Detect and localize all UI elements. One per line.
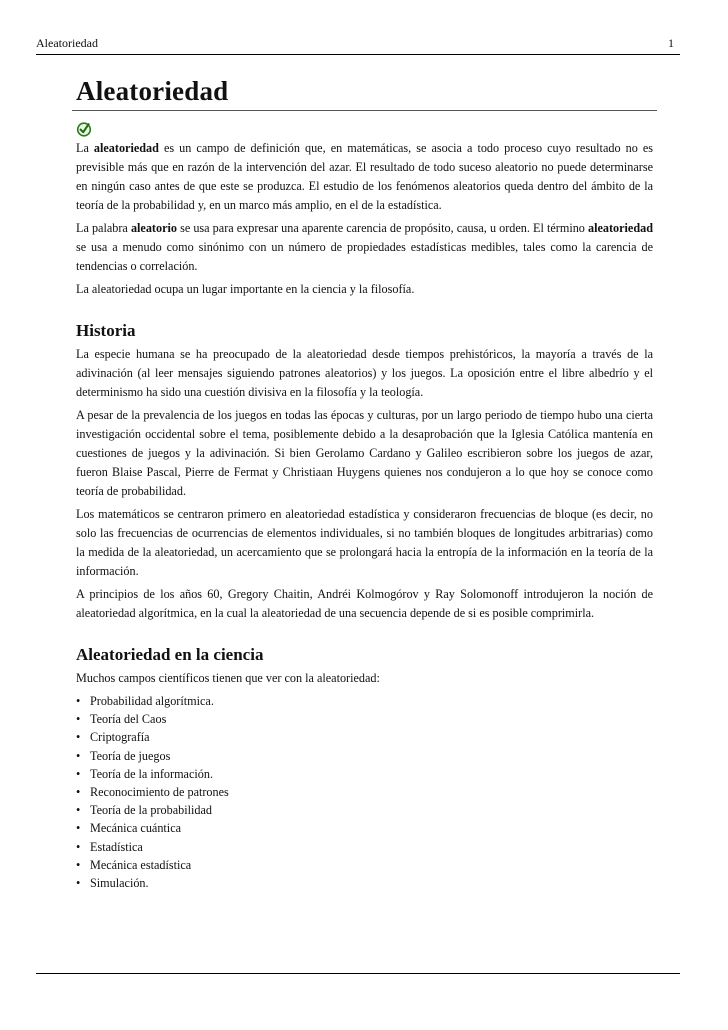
list-item-text: Teoría de juegos — [90, 748, 171, 763]
list-item — [76, 710, 653, 728]
list-item — [76, 874, 653, 892]
footer-rule — [36, 973, 680, 974]
list-item — [76, 838, 653, 856]
page-number: 1 — [668, 36, 674, 50]
bullet-marker: • — [76, 803, 81, 818]
science-intro: Muchos campos científicos tienen que ver con la aleatoriedad: — [76, 671, 380, 685]
list-item-text: Mecánica cuántica — [90, 821, 182, 836]
bullet-marker: • — [76, 876, 81, 891]
green-check-badge-icon — [76, 121, 92, 137]
list-item — [76, 692, 653, 710]
bullet-marker: • — [76, 785, 81, 800]
bullet-marker: • — [76, 857, 81, 872]
section-heading-ciencia: Aleatoriedad en la ciencia — [76, 645, 264, 664]
list-item-text: Estadística — [90, 839, 143, 854]
bullet-marker: • — [76, 694, 81, 708]
list-item — [76, 801, 653, 819]
section-heading-historia: Historia — [76, 321, 136, 340]
intro-paragraph-2: La palabra aleatorio se usa para expresar una aparente carencia de propósito, causa, u orden. El término aleatoriedad se usa a menudo como sinónimo con un número de propiedades estadísticas medibles, tales como la carencia de tendencias o correlación. — [76, 221, 653, 273]
list-item-text: Simulación. — [90, 876, 149, 891]
list-item — [76, 819, 653, 837]
list-item — [76, 747, 653, 765]
term-aleatoriedad: aleatoriedad — [93, 141, 159, 155]
bullet-marker: • — [76, 748, 81, 763]
list-item-text: Criptografía — [90, 730, 150, 745]
science-fields-list — [76, 692, 653, 892]
bullet-marker: • — [76, 839, 81, 854]
bullet-marker: • — [76, 712, 81, 727]
list-item-text: Teoría de la probabilidad — [90, 803, 212, 818]
article-body — [76, 74, 653, 892]
list-item — [76, 765, 653, 783]
list-item-text: Reconocimiento de patrones — [90, 785, 229, 800]
bullet-marker: • — [76, 821, 81, 836]
header-rule — [36, 54, 680, 55]
list-item-text: Probabilidad algorítmica. — [90, 694, 214, 708]
bullet-marker: • — [76, 766, 81, 781]
history-paragraph-4: A principios de los años 60, Gregory Chaitin, Andréi Kolmogórov y Ray Solomonoff introdujeron la noción de aleatoriedad algorítmica, en la cual la aleatoriedad de una secuencia depende de si es posible comprimirla. — [76, 587, 653, 620]
term-aleatorio: aleatorio — [130, 221, 177, 235]
list-item — [76, 856, 653, 874]
history-paragraph-1: La especie humana se ha preocupado de la aleatoriedad desde tiempos prehistóricos, la mayoría a través de la adivinación (al leer mensajes siguiendo patrones aleatorios) y los juegos. La oposición entre el libre albedrío y el determinismo ha sido una cuestión divisiva en la filosofía y la teología. — [76, 347, 653, 399]
page-title: Aleatoriedad — [76, 76, 229, 106]
list-item — [76, 783, 653, 801]
history-paragraph-2: A pesar de la prevalencia de los juegos en todas las épocas y culturas, por un largo periodo de tiempo hubo una cierta investigación occidental sobre el tema, posiblemente debido a la desaprobación que la Iglesia Católica mantenía en cuestiones de juegos y la adivinación. Si bien Gerolamo Cardano y Galileo escribieron sobre los juegos de azar, fueron Blaise Pascal, Pierre de Fermat y Christiaan Huygens quienes nos condujeron a lo que hoy se conoce como teoría de probabilidad. — [76, 408, 653, 498]
running-header — [36, 36, 680, 52]
list-item-text: Teoría del Caos — [90, 712, 167, 727]
bullet-marker: • — [76, 730, 81, 745]
history-paragraph-3: Los matemáticos se centraron primero en aleatoriedad estadística y consideraron frecuencias de bloque (es decir, no solo las frecuencias de ocurrencias de elementos individuales, si no también bloques de longitudes arbitrarias) como la medida de la aleatoriedad, un acercamiento que se prolongará hacia la entropía de la información en la teoría de la información. — [76, 507, 653, 578]
running-header-title: Aleatoriedad — [36, 36, 98, 50]
intro-paragraph-3: La aleatoriedad ocupa un lugar importante en la ciencia y la filosofía. — [76, 282, 415, 296]
list-item-text: Teoría de la información. — [90, 766, 213, 781]
list-item — [76, 728, 653, 746]
title-rule — [72, 110, 657, 111]
intro-paragraph-1: La aleatoriedad es un campo de definición que, en matemáticas, se asocia a todo proceso cuyo resultado no es previsible más que en razón de la intervención del azar. El resultado de todo suceso aleatorio no puede determinarse en ningún caso antes de que este se produzca. El estudio de los fenómenos aleatorios queda dentro del ámbito de la teoría de la probabilidad y, en un marco más amplio, en el de la estadística. — [76, 141, 653, 212]
list-item-text: Mecánica estadística — [90, 857, 192, 872]
term-aleatoriedad-2: aleatoriedad — [588, 221, 653, 235]
